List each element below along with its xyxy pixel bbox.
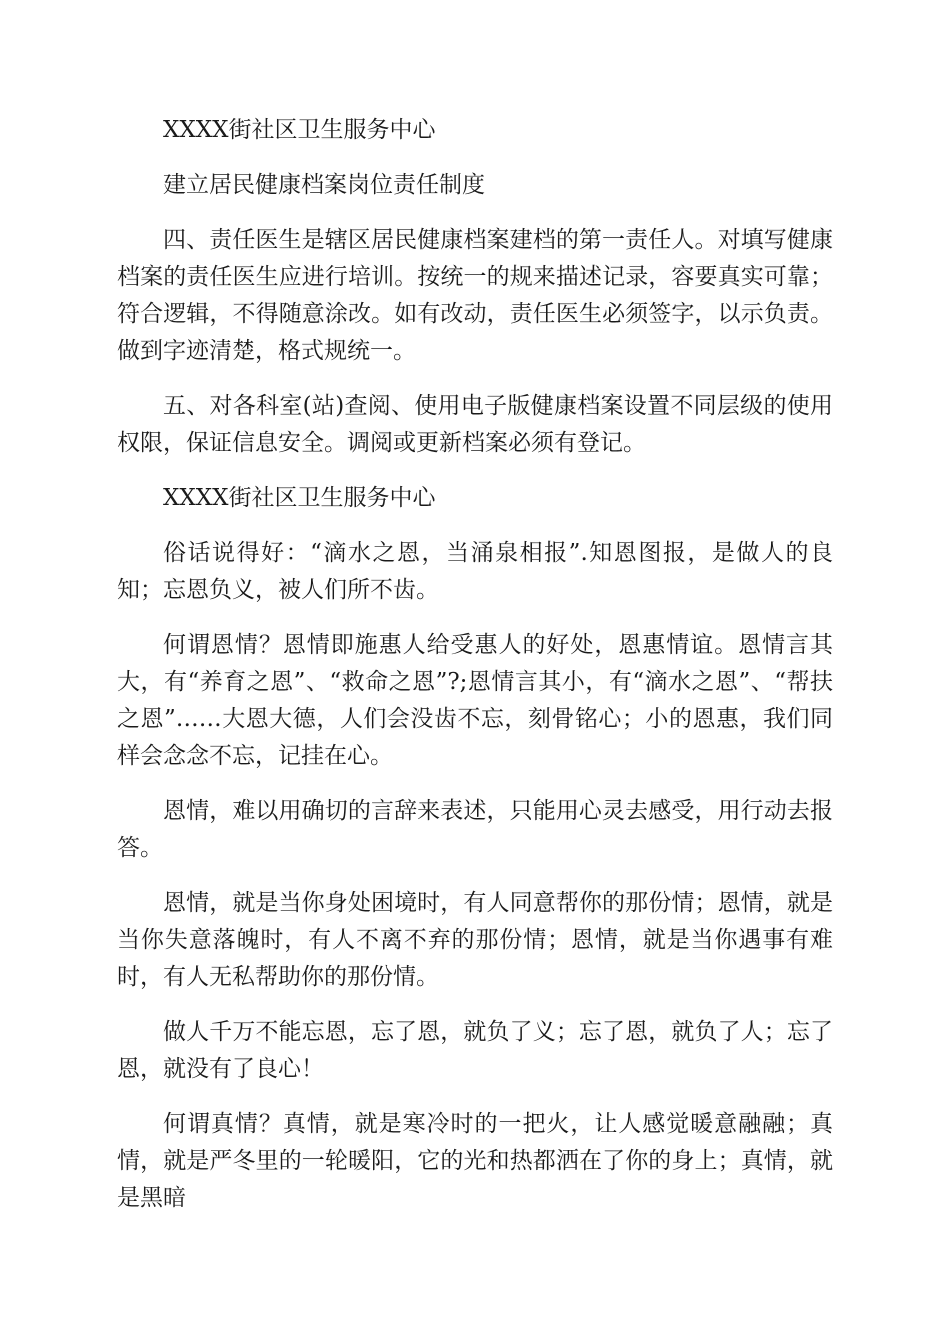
paragraph-proverb: 俗话说得好：“滴水之恩，当涌泉相报”.知恩图报，是做人的良知；忘恩负义，被人们所不齿。: [117, 540, 833, 603]
paragraph-grace-definition: 恩情，就是当你身处困境时，有人同意帮你的那份情；恩情，就是当你失意落魄时，有人不离不弃的那份情；恩情，就是当你遇事有难时，有人无私帮助你的那份情。: [117, 890, 833, 990]
paragraph-what-is-grace: 何谓恩情？恩情即施惠人给受惠人的好处，恩惠情谊。恩情言其大，有“养育之恩”、“救命之恩”?;恩情言其小，有“滴水之恩”、“帮扶之恩”……大恩大德，人们会没齿不忘，刻骨铭心；小的恩惠，我们同样会念念不忘，记挂在心。: [117, 632, 833, 769]
org-name-signature: XXXX街社区卫生服务中心: [163, 485, 436, 511]
document-body: [117, 112, 833, 1235]
document-title: 建立居民健康档案岗位责任制度: [163, 172, 485, 198]
paragraph-what-is-true-feeling: 何谓真情？真情，就是寒冷时的一把火，让人感觉暖意融融；真情，就是严冬里的一轮暖阳，它的光和热都洒在了你的身上；真情，就是黑暗: [117, 1111, 833, 1211]
paragraph-clause-five: 五、对各科室(站)查阅、使用电子版健康档案设置不同层级的使用权限，保证信息安全。调阅或更新档案必须有登记。: [117, 393, 833, 456]
paragraph-clause-four: 四、责任医生是辖区居民健康档案建档的第一责任人。对填写健康档案的责任医生应进行培训。按统一的规来描述记录，容要真实可靠；符合逻辑，不得随意涂改。如有改动，责任医生必须签字，以示负责。做到字迹清楚，格式规统一。: [117, 227, 833, 364]
org-name-heading: XXXX街社区卫生服务中心: [163, 117, 436, 143]
paragraph-grace-feeling: 恩情，难以用确切的言辞来表述，只能用心灵去感受，用行动去报答。: [117, 798, 833, 861]
paragraph-never-forget: 做人千万不能忘恩，忘了恩，就负了义；忘了恩，就负了人；忘了恩，就没有了良心！: [117, 1019, 833, 1082]
